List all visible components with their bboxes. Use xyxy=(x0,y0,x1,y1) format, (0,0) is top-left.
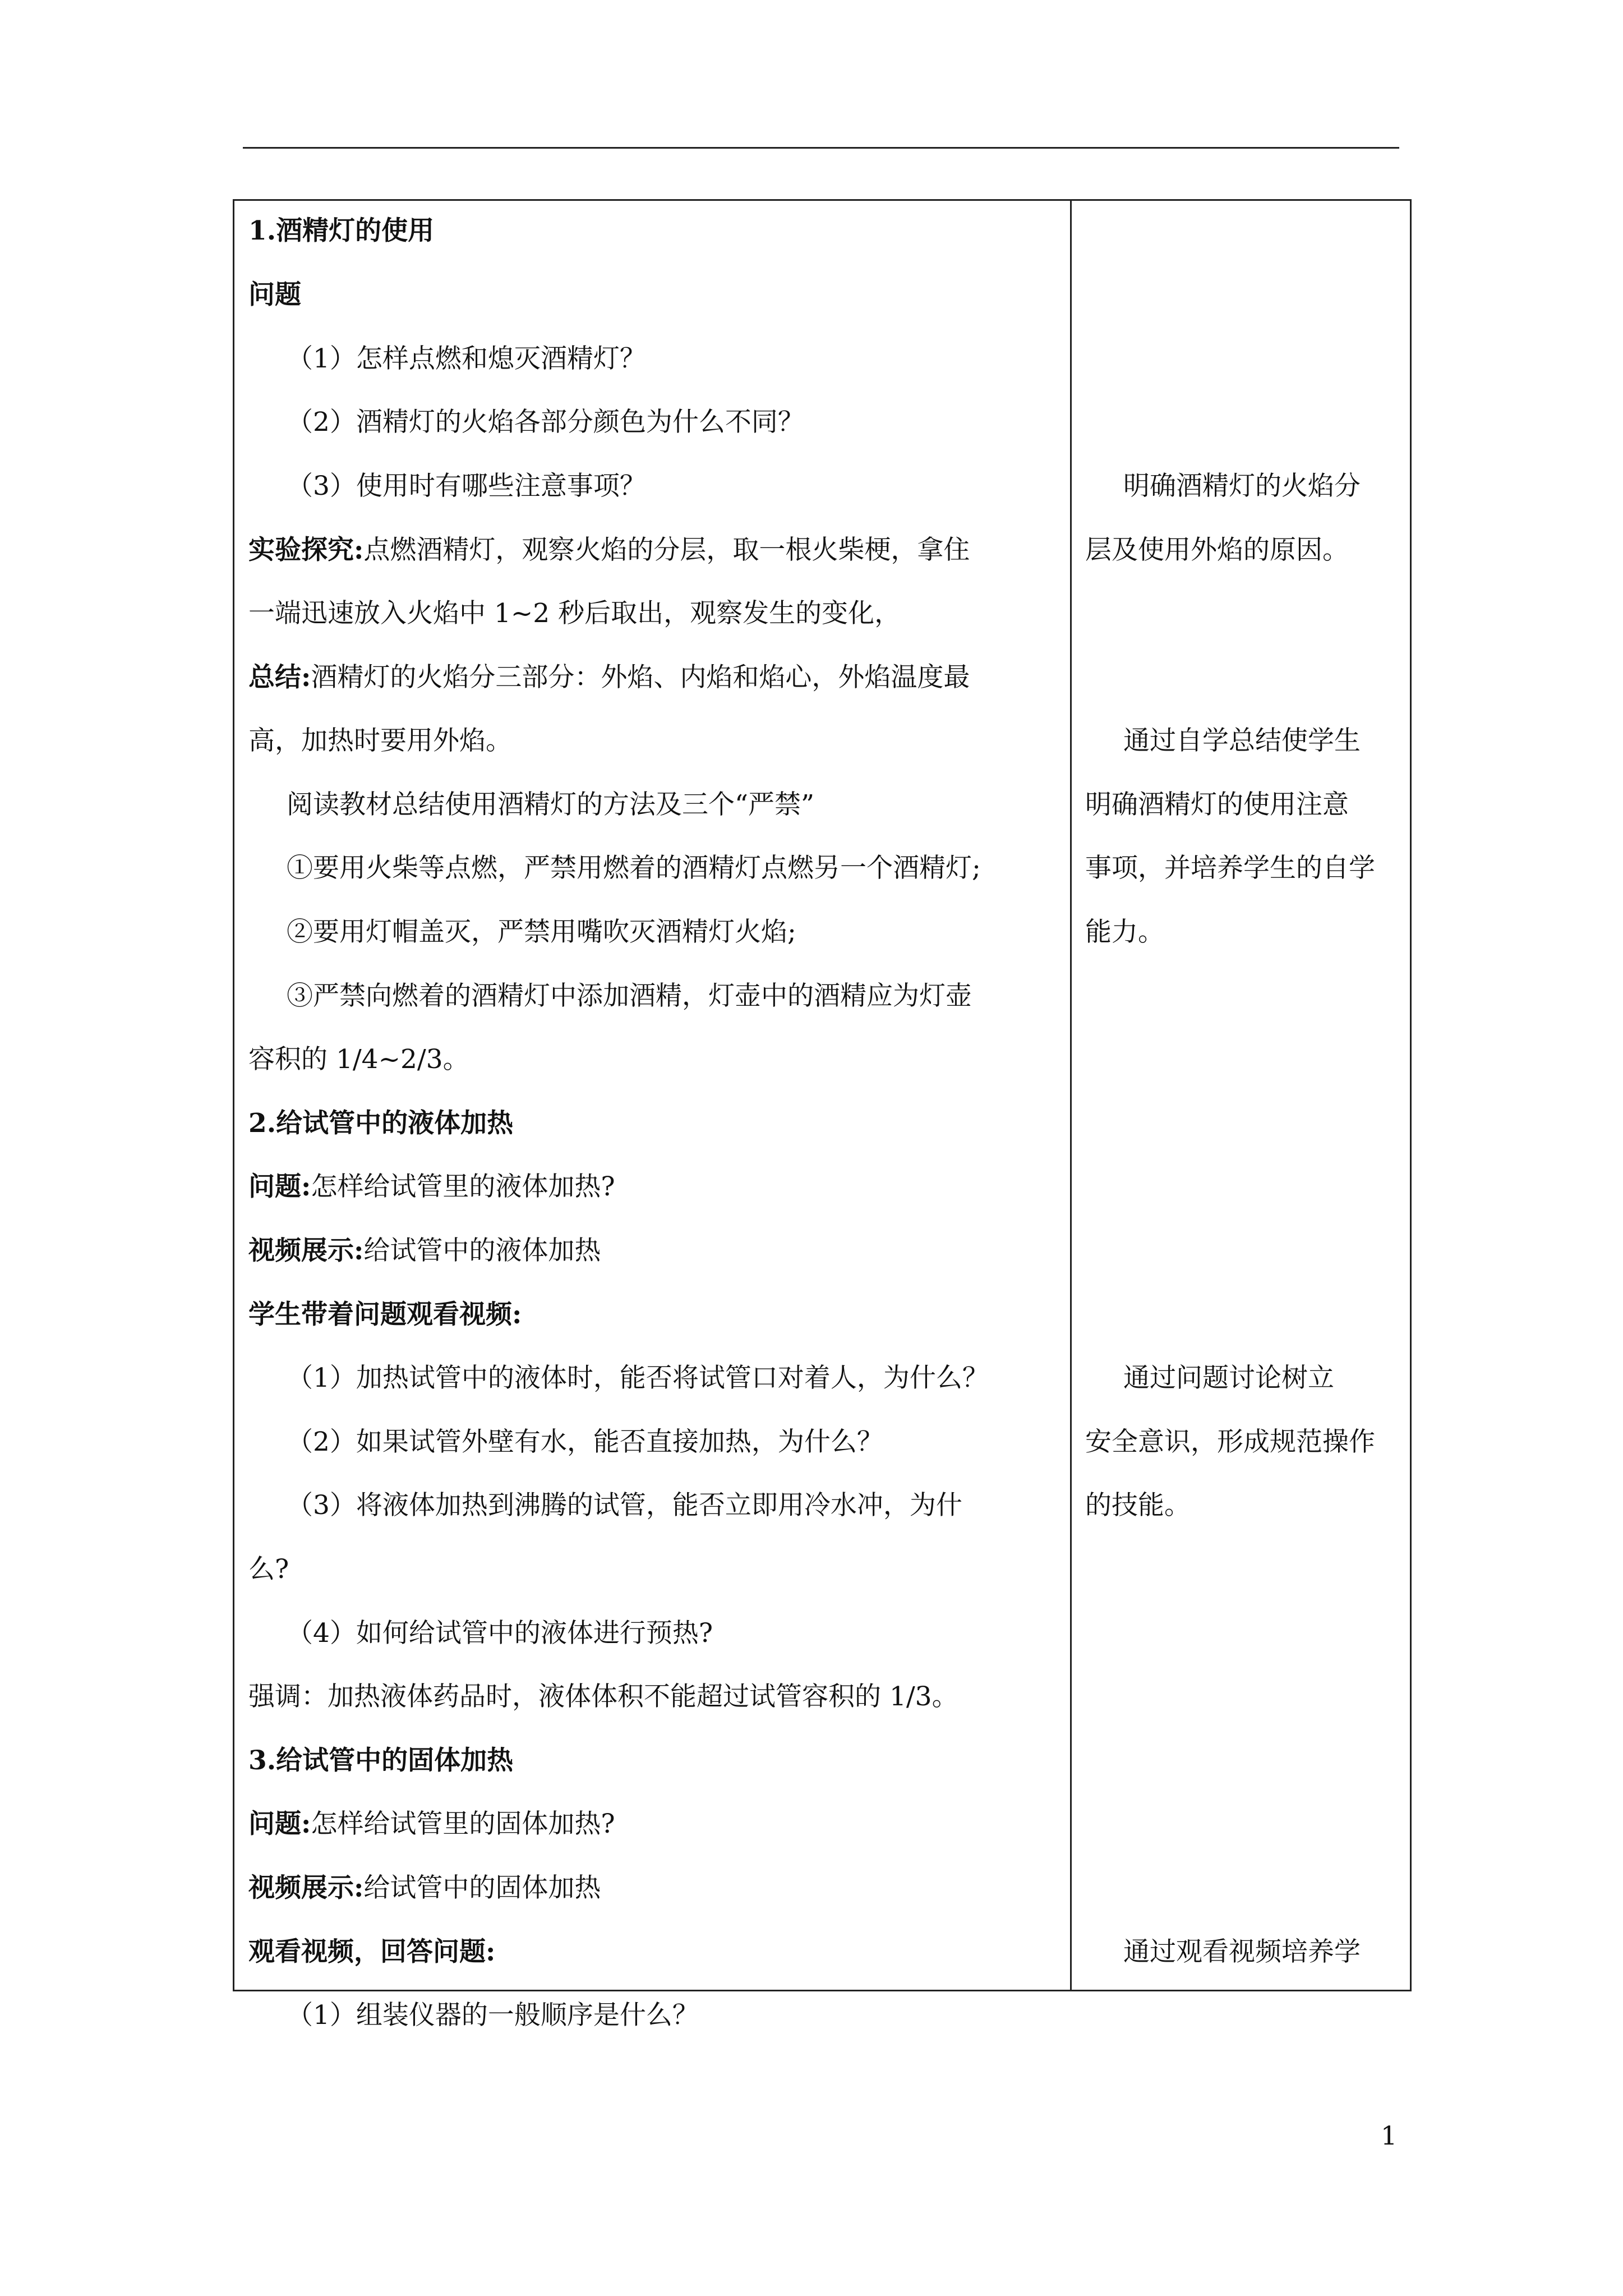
s2-emphasis: 强调：加热液体药品时，液体体积不能超过试管容积的 1/3。 xyxy=(248,1681,958,1712)
side-note: 明确酒精灯的火焰分 xyxy=(1123,471,1361,501)
s3-video-text: 给试管中的固体加热 xyxy=(363,1872,601,1903)
side-note: 的技能。 xyxy=(1085,1490,1191,1521)
experiment-text: 点燃酒精灯，观察火焰的分层，取一根火柴梗，拿住 xyxy=(363,535,970,565)
question-item: （3）使用时有哪些注意事项？ xyxy=(287,471,646,501)
s2-question-item: （1）加热试管中的液体时，能否将试管口对着人，为什么？ xyxy=(287,1363,989,1393)
s3-video-label: 视频展示: xyxy=(248,1872,364,1903)
s2-question-label: 问题: xyxy=(248,1171,311,1202)
question-item: （1）怎样点燃和熄灭酒精灯？ xyxy=(287,343,646,374)
experiment-label: 实验探究: xyxy=(248,535,364,565)
s3-question-text: 怎样给试管里的固体加热? xyxy=(311,1809,615,1839)
side-note: 明确酒精灯的使用注意 xyxy=(1085,789,1349,820)
s3-video xyxy=(248,1871,601,1905)
side-note: 安全意识，形成规范操作 xyxy=(1085,1427,1375,1457)
side-note: 事项，并培养学生的自学 xyxy=(1085,853,1375,884)
side-note: 通过自学总结使学生 xyxy=(1123,725,1361,756)
section3-title: 3.给试管中的固体加热 xyxy=(248,1745,514,1776)
summary-text-cont: 高，加热时要用外焰。 xyxy=(248,725,512,756)
summary-text: 酒精灯的火焰分三部分：外焰、内焰和焰心，外焰温度最 xyxy=(311,662,970,693)
s2-question-item: （3）将液体加热到沸腾的试管，能否立即用冷水冲，为什 xyxy=(287,1490,962,1521)
rule-item: ③严禁向燃着的酒精灯中添加酒精，灯壶中的酒精应为灯壶 xyxy=(287,981,972,1011)
experiment-paragraph xyxy=(248,533,970,567)
rule-item: ②要用灯帽盖灭，严禁用嘴吹灭酒精灯火焰; xyxy=(287,917,796,947)
s2-question xyxy=(248,1170,615,1204)
summary-label: 总结: xyxy=(248,662,311,693)
section2-title: 2.给试管中的液体加热 xyxy=(248,1108,514,1139)
s2-question-item-cont: 么? xyxy=(248,1554,289,1585)
column-divider xyxy=(1070,201,1072,1990)
summary-paragraph xyxy=(248,661,970,694)
side-note: 通过观看视频培养学 xyxy=(1123,1936,1361,1967)
s3-watch-label: 观看视频，回答问题: xyxy=(248,1936,496,1967)
lesson-table xyxy=(233,199,1412,2031)
s2-watch-label: 学生带着问题观看视频: xyxy=(248,1299,522,1330)
experiment-text-cont: 一端迅速放入火焰中 1~2 秒后取出，观察发生的变化， xyxy=(248,598,901,629)
rule-item: ①要用火柴等点燃，严禁用燃着的酒精灯点燃另一个酒精灯; xyxy=(287,853,981,884)
rule-item-cont: 容积的 1/4~2/3。 xyxy=(248,1044,469,1075)
side-note: 层及使用外焰的原因。 xyxy=(1085,535,1349,565)
s3-question-label: 问题: xyxy=(248,1809,311,1839)
page-number: 1 xyxy=(1381,2120,1398,2151)
s2-question-item: （4）如何给试管中的液体进行预热? xyxy=(287,1618,713,1649)
s2-video-text: 给试管中的液体加热 xyxy=(363,1235,601,1266)
header-rule xyxy=(243,147,1399,149)
question-item: （2）酒精灯的火焰各部分颜色为什么不同？ xyxy=(287,407,804,438)
side-note: 能力。 xyxy=(1085,917,1164,947)
s2-video-label: 视频展示: xyxy=(248,1235,364,1266)
s2-question-text: 怎样给试管里的液体加热? xyxy=(311,1171,615,1202)
reading-instruction: 阅读教材总结使用酒精灯的方法及三个“严禁” xyxy=(287,789,815,820)
s3-question xyxy=(248,1807,615,1841)
s3-question-item: （1）组装仪器的一般顺序是什么？ xyxy=(287,2000,699,2031)
question-label: 问题 xyxy=(248,279,301,310)
section1-title: 1.酒精灯的使用 xyxy=(248,215,435,246)
s2-video xyxy=(248,1234,601,1268)
s2-question-item: （2）如果试管外壁有水，能否直接加热，为什么？ xyxy=(287,1427,883,1457)
side-note: 通过问题讨论树立 xyxy=(1123,1363,1334,1393)
